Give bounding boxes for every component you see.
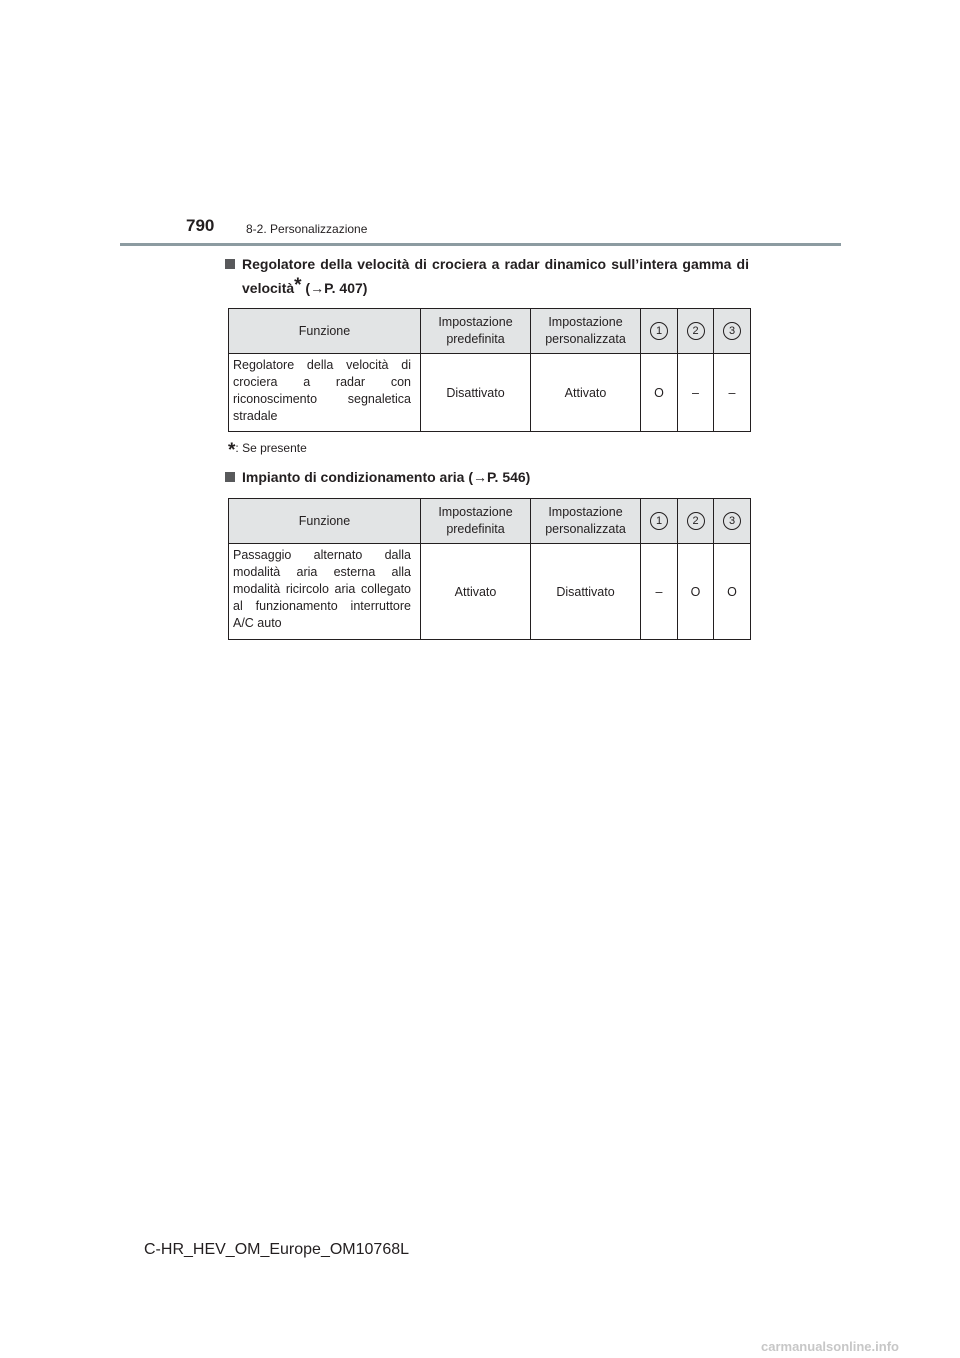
circled-number-1: 1 [650, 512, 668, 530]
section-title: 8-2. Personalizzazione [246, 222, 368, 236]
circled-number-2: 2 [687, 322, 705, 340]
page-number: 790 [186, 216, 215, 235]
row-method-2: O [678, 544, 714, 640]
row-function: Regolatore della velocità di crociera a radar con riconoscimento segnaletica stradale [229, 354, 421, 432]
row-default-value: Attivato [421, 544, 531, 640]
table-header-row [229, 499, 751, 544]
table-header-row [229, 309, 751, 354]
circled-number-2: 2 [687, 512, 705, 530]
column-function: Funzione [229, 309, 421, 354]
footnote-star: * [228, 440, 236, 461]
header-rule [120, 243, 841, 246]
circled-number-3: 3 [723, 512, 741, 530]
circled-number-3: 3 [723, 322, 741, 340]
row-method-3: – [714, 354, 751, 432]
heading-radar-cruise-control [225, 252, 749, 300]
row-default-value: Disattivato [421, 354, 531, 432]
heading-air-conditioning [225, 465, 749, 489]
heading-marker [225, 472, 235, 482]
column-method-3 [714, 309, 751, 354]
column-default: Impostazione predefinita [421, 309, 531, 354]
settings-table-air-conditioning [228, 498, 751, 640]
row-custom-value: Attivato [531, 354, 641, 432]
row-method-1: – [641, 544, 678, 640]
document-id: C-HR_HEV_OM_Europe_OM10768L [144, 1241, 410, 1258]
column-method-2 [678, 499, 714, 544]
footnote [228, 440, 307, 462]
column-custom: Impostazione personalizzata [531, 309, 641, 354]
column-method-1 [641, 309, 678, 354]
table-row [229, 354, 751, 432]
row-function: Passaggio alternato dalla modalità aria esterna alla modalità ricircolo aria collegato al funzionamento interruttore A/C auto [229, 544, 421, 640]
row-custom-value: Disattivato [531, 544, 641, 640]
column-method-2 [678, 309, 714, 354]
circled-number-1: 1 [650, 322, 668, 340]
footnote-star: * [294, 275, 302, 297]
column-custom: Impostazione personalizzata [531, 499, 641, 544]
column-method-1 [641, 499, 678, 544]
column-method-3 [714, 499, 751, 544]
watermark: carmanualsonline.info [761, 1339, 899, 1354]
row-method-3: O [714, 544, 751, 640]
column-default: Impostazione predefinita [421, 499, 531, 544]
heading-text: Regolatore della velocità di crociera a radar dinamico sull’intera gamma di velocità* (→P. 407) [242, 256, 749, 297]
footnote-text: : Se presente [235, 441, 307, 455]
heading-text: Impianto di condizionamento aria (→P. 546) [242, 469, 531, 485]
column-function: Funzione [229, 499, 421, 544]
row-method-2: – [678, 354, 714, 432]
settings-table-radar-cruise [228, 308, 751, 432]
row-method-1: O [641, 354, 678, 432]
table-row [229, 544, 751, 640]
heading-marker [225, 259, 235, 269]
